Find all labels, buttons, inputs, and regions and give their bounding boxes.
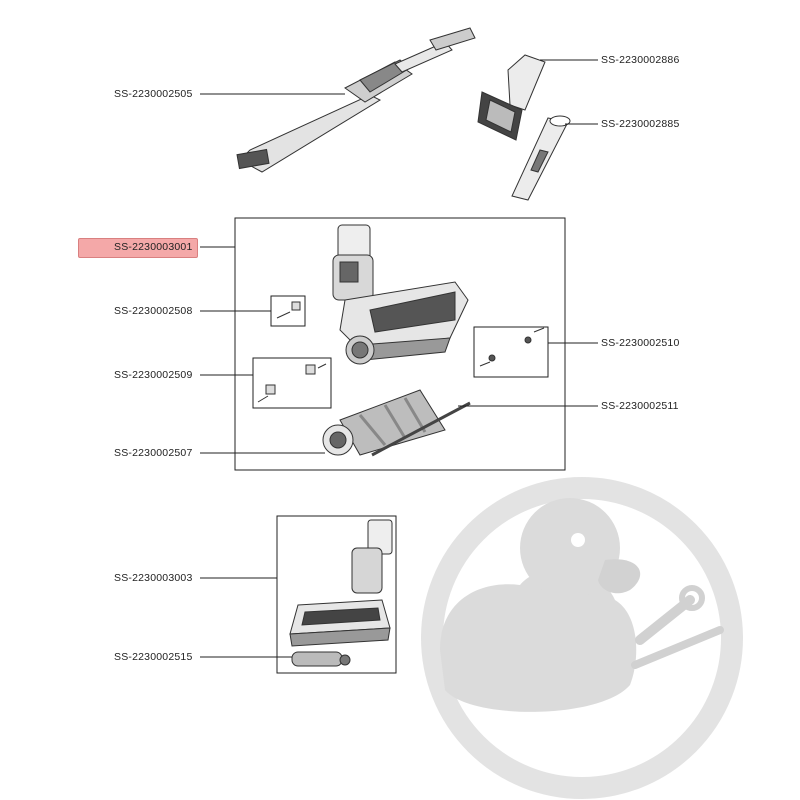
mini-brush-illustration (478, 55, 545, 140)
screw-2510-icon (480, 328, 544, 366)
part-label-2509[interactable]: SS-2230002509 (114, 369, 193, 381)
screw-set-2510-frame (474, 327, 548, 377)
part-label-3001[interactable]: SS-2230003001 (114, 241, 193, 253)
extension-tube-illustration (237, 28, 475, 172)
crevice-tool-illustration (512, 116, 570, 200)
part-label-2511[interactable]: SS-2230002511 (601, 400, 679, 412)
brush-roll-illustration (323, 390, 445, 455)
floor-head-illustration (333, 225, 468, 364)
floor-head-kit-illustration (290, 520, 392, 646)
part-label-2505[interactable]: SS-2230002505 (114, 88, 193, 100)
part-label-2885[interactable]: SS-2230002885 (601, 118, 680, 130)
screw-set-2508-frame (271, 296, 305, 326)
part-label-2886[interactable]: SS-2230002886 (601, 54, 680, 66)
part-label-2510[interactable]: SS-2230002510 (601, 337, 680, 349)
part-label-2508[interactable]: SS-2230002508 (114, 305, 193, 317)
part-label-2515[interactable]: SS-2230002515 (114, 651, 193, 663)
screw-set-2509-frame (253, 358, 331, 408)
screw-2509-icon (258, 364, 326, 402)
screw-2508-icon (277, 302, 300, 318)
part-label-3003[interactable]: SS-2230003003 (114, 572, 193, 584)
duck-with-tools-logo (432, 488, 732, 788)
part-label-2507[interactable]: SS-2230002507 (114, 447, 193, 459)
mini-brush-roll-illustration (292, 652, 350, 666)
